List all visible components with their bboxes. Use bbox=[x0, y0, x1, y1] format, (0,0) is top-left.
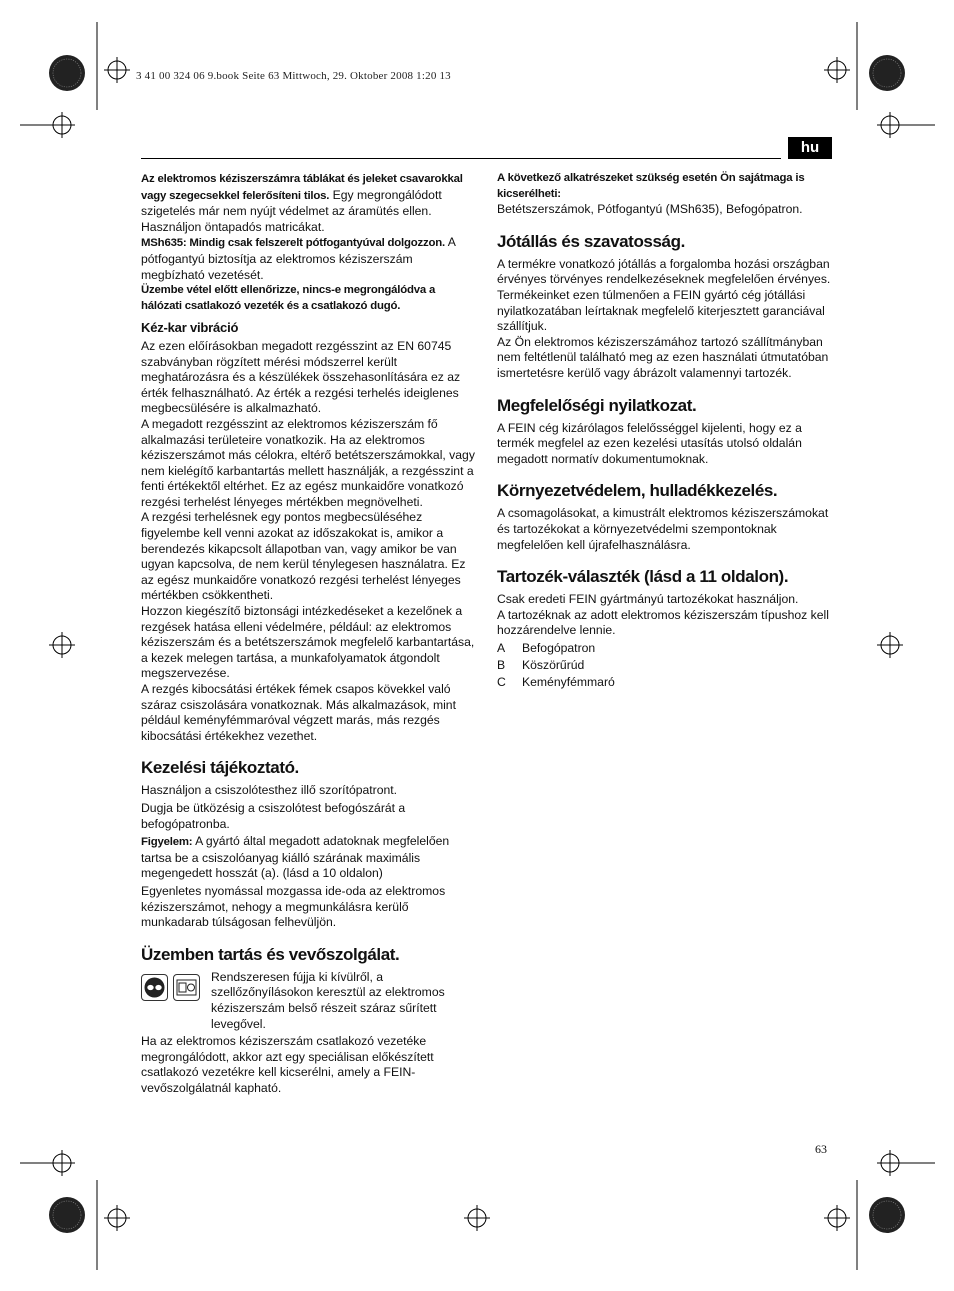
language-badge: hu bbox=[788, 137, 832, 159]
signs-warning-text: Egy megrongálódott szigetelés már nem nyújt védelmet az áramütés ellen. Használjon öntapadós matricákat. bbox=[141, 187, 442, 234]
header-rule bbox=[141, 158, 781, 159]
dust-mask-icon bbox=[173, 974, 200, 1001]
vibration-paragraph-4: Hozzon kiegészítő biztonsági intézkedéseket a kezelőnek a rezgések hatása elleni védelmére, például: az elektromos kéziszerszám és a betétszerszámok megfelelő karbantartása, a kezek melegen tartása, a munkafolyamatok átgondolt megszervezése. bbox=[141, 604, 475, 681]
list-item-key: B bbox=[497, 657, 506, 672]
accessories-paragraph-2: A tartozéknak az adott elektromos kéziszerszám típushoz kell hozzárendelve lennie. bbox=[497, 607, 829, 638]
page-number: 63 bbox=[815, 1142, 827, 1156]
list-item bbox=[497, 674, 837, 691]
list-item-label: Köszörűrúd bbox=[522, 657, 585, 672]
environment-paragraph: A csomagolásokat, a kimustrált elektromos kéziszerszámokat és tartozékokat a környezetvédelmi szempontoknak megfelelően kell újrafelhasználásra. bbox=[497, 506, 829, 552]
signs-warning bbox=[141, 171, 476, 235]
heading-operating-instructions: Kezelési tájékoztató. bbox=[141, 758, 299, 778]
conformity-paragraph: A FEIN cég kizárólagos felelősséggel kijelenti, hogy ez a termék megfelel az ezen kezelési utasítás utolsó oldalán megadott normatív dokumentumoknak. bbox=[497, 420, 802, 466]
heading-maintenance-service: Üzemben tartás és vevőszolgálat. bbox=[141, 944, 400, 964]
attention-text: A gyártó által megadott adatoknak megfelelően tartsa be a csiszolóanyag kiálló szárának maximális megengedett hosszát (a). (lásd a 10 oldalon) bbox=[141, 834, 450, 881]
maintenance-paragraph-2: Ha az elektromos kéziszerszám csatlakozó vezetéke megrongálódott, akkor azt egy speciálisan előkészített csatlakozó vezetékre kell kicserélni, amely a FEIN-vevőszolgálatnál kapható. bbox=[141, 1034, 434, 1095]
vibration-paragraph-2: A megadott rezgésszint az elektromos kéziszerszám fő alkalmazási területeire vonatkozik. Ha az elektromos kéziszerszámot más célokra, eltérő betétszerszámokkal, vagy nem kielégítő karbantartás mellett használják, a rezgésszint a fenti értékektől eltérhet. Ez az egész munkaidőre vonatkozó rezgési terhelést lényeges mértékben megnövelheti. bbox=[141, 416, 475, 509]
safety-icons bbox=[141, 970, 211, 1001]
vibration-subtitle: Kéz-kar vibráció bbox=[141, 320, 239, 336]
aux-handle-warning-bold: MSh635: Mindig csak felszerelt pótfogantyúval dolgozzon. bbox=[141, 237, 445, 250]
signs-warning-bold: Az elektromos kéziszerszámra táblákat és jeleket csavarokkal vagy szegecsekkel felerősíteni tilos. bbox=[141, 173, 463, 202]
heading-environment: Környezetvédelem, hulladékkezelés. bbox=[497, 481, 778, 501]
warranty-paragraph-2: Az Ön elektromos kéziszerszámához tartozó szállítmányban nem feltétlenül található meg az ezen használati útmutatóban ismertetésre kerülő vagy ábrázolt valamennyi tartozék. bbox=[497, 334, 829, 380]
operating-paragraph-3 bbox=[141, 834, 476, 882]
maintenance-paragraph-1: Rendszeresen fújja ki kívülről, a szellőzőnyílásokon keresztül az elektromos kéziszerszám belső részeit száraz sűrített levegővel. bbox=[211, 969, 445, 1031]
list-item-label: Befogópatron bbox=[522, 640, 596, 655]
vibration-paragraph-5: A rezgés kibocsátási értékek fémek csapos kövekkel való száraz csiszolására vonatkoznak. Más alkalmazások, mint például keményfémmaróval végzett marás, más rezgés kibocsátási értékekhez vezethet. bbox=[141, 682, 456, 743]
goggles-icon bbox=[141, 974, 168, 1001]
heading-accessories: Tartozék-választék (lásd a 11 oldalon). bbox=[497, 567, 789, 587]
heading-conformity: Megfelelőségi nyilatkozat. bbox=[497, 395, 697, 415]
maintenance-icon-row bbox=[141, 970, 476, 1032]
cable-check-warning: Üzembe vétel előtt ellenőrizze, nincs-e megrongálódva a hálózati csatlakozó vezeték és a csatlakozó dugó. bbox=[141, 284, 436, 312]
aux-handle-warning bbox=[141, 235, 476, 283]
list-item-label: Keményfémmaró bbox=[522, 674, 615, 689]
operating-paragraph-1: Használjon a csiszolótesthez illő szorítópatront. bbox=[141, 783, 398, 798]
operating-paragraph-2: Dugja be ütközésig a csiszolótest befogószárát a befogópatronba. bbox=[141, 800, 406, 831]
left-column bbox=[141, 171, 476, 1096]
vibration-paragraph-3: A rezgési terhelésnek egy pontos megbecsüléséhez figyelembe kell venni azokat az időszakokat is, amikor a berendezés kikapcsolt állapotban van, vagy amikor be van ugyan kapcsolva, de nem kerül ténylegesen használatra. Ez az egész munkaidőre vonatkozó rezgési terhelést lényeges mértékben csökkentheti. bbox=[141, 510, 466, 603]
warranty-paragraph-1: A termékre vonatkozó jótállás a forgalomba hozási országban érvényes törvényes rendelkezéseknek megfelelően érvényes. Termékeinket ezen túlmenően a FEIN gyártó cég jótállási nyilatkozatában leírtaknak megfelelő kiterjesztett garanciával szállítjuk. bbox=[497, 256, 831, 334]
list-item bbox=[497, 640, 837, 657]
book-header-line: 3 41 00 324 06 9.book Seite 63 Mittwoch, 29. Oktober 2008 1:20 13 bbox=[136, 70, 451, 82]
accessories-paragraph-1: Csak eredeti FEIN gyártmányú tartozékokat használjon. bbox=[497, 592, 799, 607]
attention-label: Figyelem: bbox=[141, 836, 193, 849]
list-item-key: A bbox=[497, 640, 506, 655]
aux-handle-warning-text: A pótfogantyú biztosítja az elektromos kéziszerszám megbízható vezetését. bbox=[141, 235, 456, 282]
replaceable-parts-bold: A következő alkatrészeket szükség esetén Ön sajátmaga is kicserélheti: bbox=[497, 172, 805, 200]
replaceable-parts-text: Betétszerszámok, Pótfogantyú (MSh635), Befogópatron. bbox=[497, 202, 803, 217]
accessories-list bbox=[497, 640, 837, 691]
operating-paragraph-4: Egyenletes nyomással mozgassa ide-oda az elektromos kéziszerszámot, nehogy a megmunkálásra kerülő munkadarab túlságosan felhevüljön. bbox=[141, 883, 446, 930]
vibration-paragraph-1: Az ezen előírásokban megadott rezgésszint az EN 60745 szabványban rögzített mérési módszerrel került meghatározásra és a készülékek összehasonlítására ez az érték felhasználható. Az érték a rezgési terhelés ideiglenes megbecsülésére is alkalmazható. bbox=[141, 338, 461, 416]
heading-warranty: Jótállás és szavatosság. bbox=[497, 231, 685, 251]
right-column bbox=[497, 171, 837, 691]
list-item bbox=[497, 657, 837, 674]
list-item-key: C bbox=[497, 674, 506, 689]
